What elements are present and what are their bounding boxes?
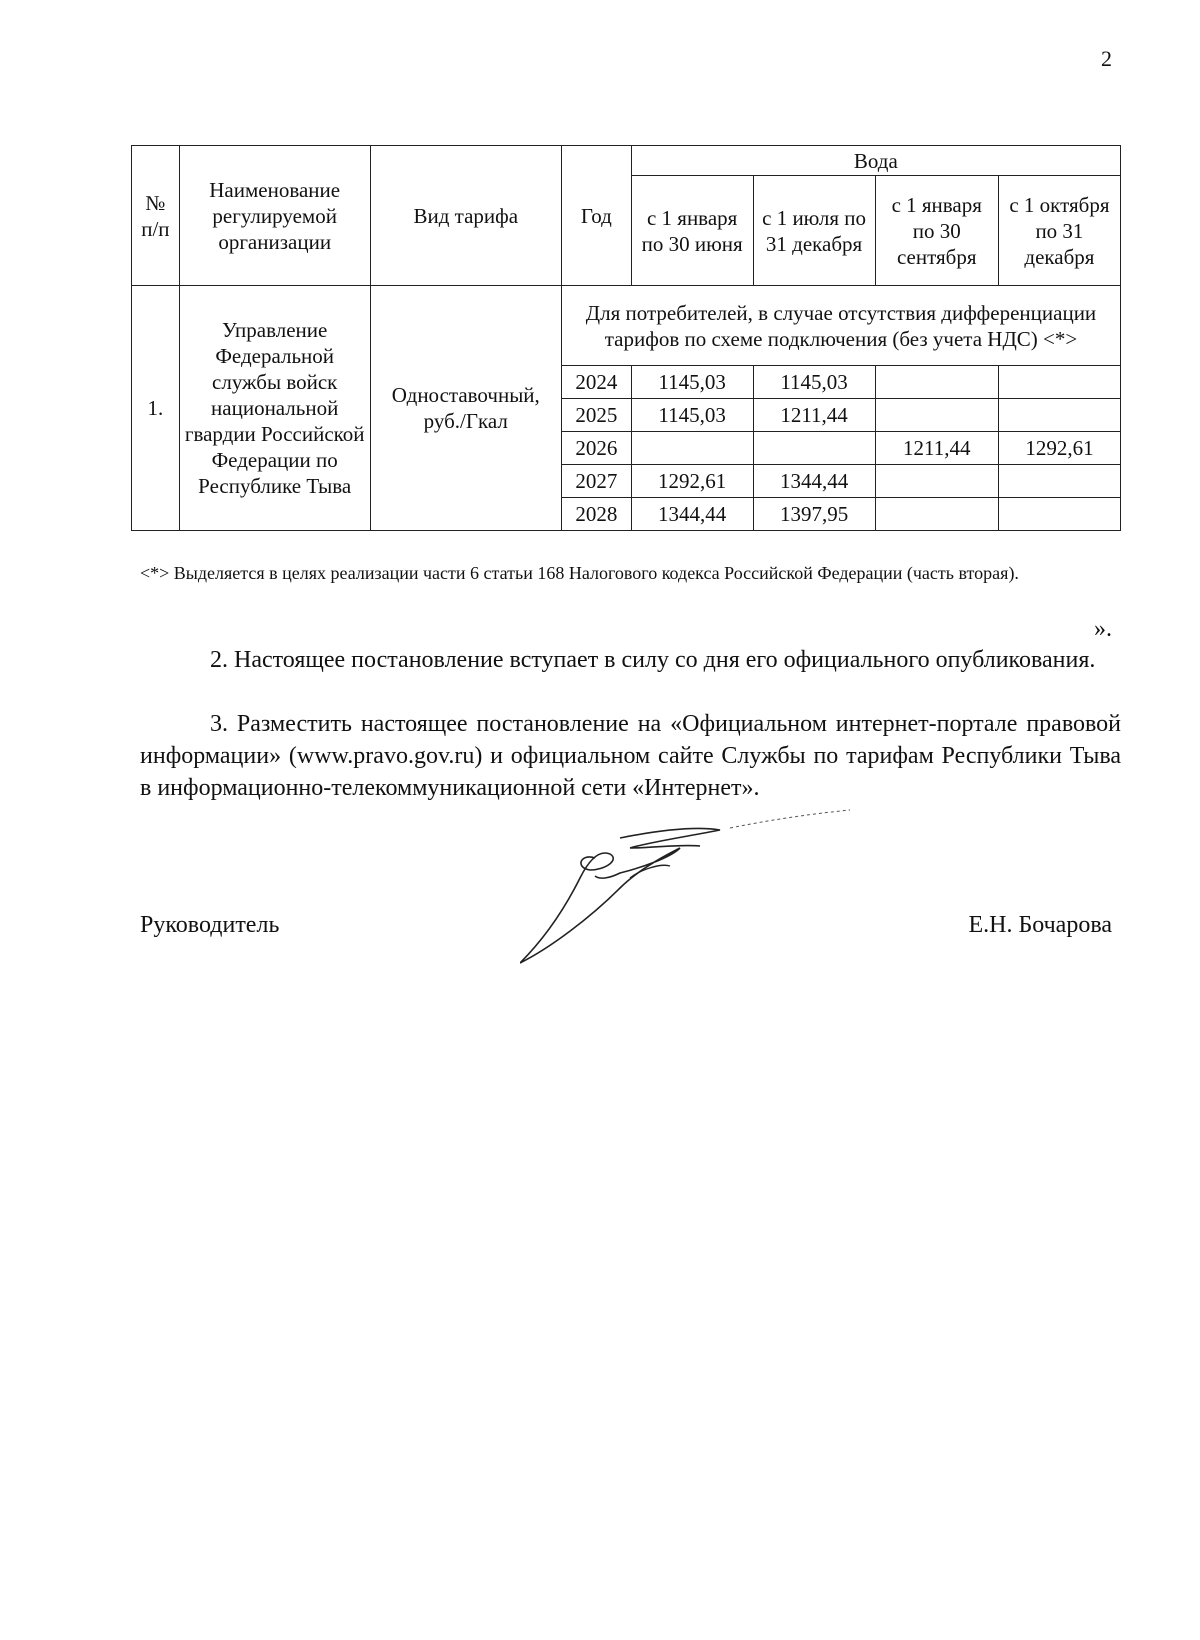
page-number: 2 <box>1101 46 1112 71</box>
year-cell: 2028 <box>561 498 631 531</box>
signatory-title: Руководитель <box>140 912 280 938</box>
value-cell <box>998 465 1120 498</box>
value-cell: 1344,44 <box>631 498 753 531</box>
value-cell <box>998 366 1120 399</box>
value-cell <box>875 498 998 531</box>
header-tariff-type: Вид тарифа <box>370 146 561 286</box>
header-period: с 1 января по 30 сентября <box>875 176 998 286</box>
value-cell: 1145,03 <box>631 399 753 432</box>
row-org: Управление Федеральной службы войск национальной гвардии Российской Федерации по Республике Тыва <box>179 286 370 531</box>
value-cell: 1292,61 <box>998 432 1120 465</box>
handwritten-signature <box>520 808 920 978</box>
header-water: Вода <box>631 146 1120 176</box>
value-cell <box>631 432 753 465</box>
value-cell: 1211,44 <box>753 399 875 432</box>
header-period: с 1 января по 30 июня <box>631 176 753 286</box>
value-cell: 1344,44 <box>753 465 875 498</box>
value-cell: 1292,61 <box>631 465 753 498</box>
signatory-name: Е.Н. Бочарова <box>968 912 1112 938</box>
value-cell <box>998 498 1120 531</box>
header-year: Год <box>561 146 631 286</box>
header-period: с 1 октября по 31 декабря <box>998 176 1120 286</box>
header-num: № п/п <box>132 146 180 286</box>
header-period: с 1 июля по 31 декабря <box>753 176 875 286</box>
closing-quote: ». <box>1094 616 1112 642</box>
header-org: Наименование регулируемой организации <box>179 146 370 286</box>
value-cell: 1145,03 <box>631 366 753 399</box>
value-cell <box>875 465 998 498</box>
value-cell <box>875 366 998 399</box>
table-header-row <box>132 146 1121 176</box>
paragraph-3: 3. Разместить настоящее постановление на «Официальном интернет-портале правовой информации» (www.pravo.gov.ru) и официальном сайте Службы по тарифам Республики Тыва в информационно-телекоммуникационной сети «Интернет». <box>140 711 1121 801</box>
paragraph-2: 2. Настоящее постановление вступает в силу со дня его официального опубликования. <box>210 647 1096 673</box>
row-tariff-type: Одноставочный, руб./Гкал <box>370 286 561 531</box>
row-num: 1. <box>132 286 180 531</box>
year-cell: 2025 <box>561 399 631 432</box>
table-row <box>132 286 1121 366</box>
value-cell: 1211,44 <box>875 432 998 465</box>
year-cell: 2024 <box>561 366 631 399</box>
year-cell: 2027 <box>561 465 631 498</box>
footnote: <*> Выделяется в целях реализации части 6 статьи 168 Налогового кодекса Российской Федерации (часть вторая). <box>140 563 1019 583</box>
value-cell <box>998 399 1120 432</box>
value-cell <box>875 399 998 432</box>
value-cell <box>753 432 875 465</box>
value-cell: 1397,95 <box>753 498 875 531</box>
value-cell: 1145,03 <box>753 366 875 399</box>
year-cell: 2026 <box>561 432 631 465</box>
tariff-table <box>131 145 1121 531</box>
consumer-note: Для потребителей, в случае отсутствия дифференциации тарифов по схеме подключения (без учета НДС) <*> <box>561 286 1120 366</box>
